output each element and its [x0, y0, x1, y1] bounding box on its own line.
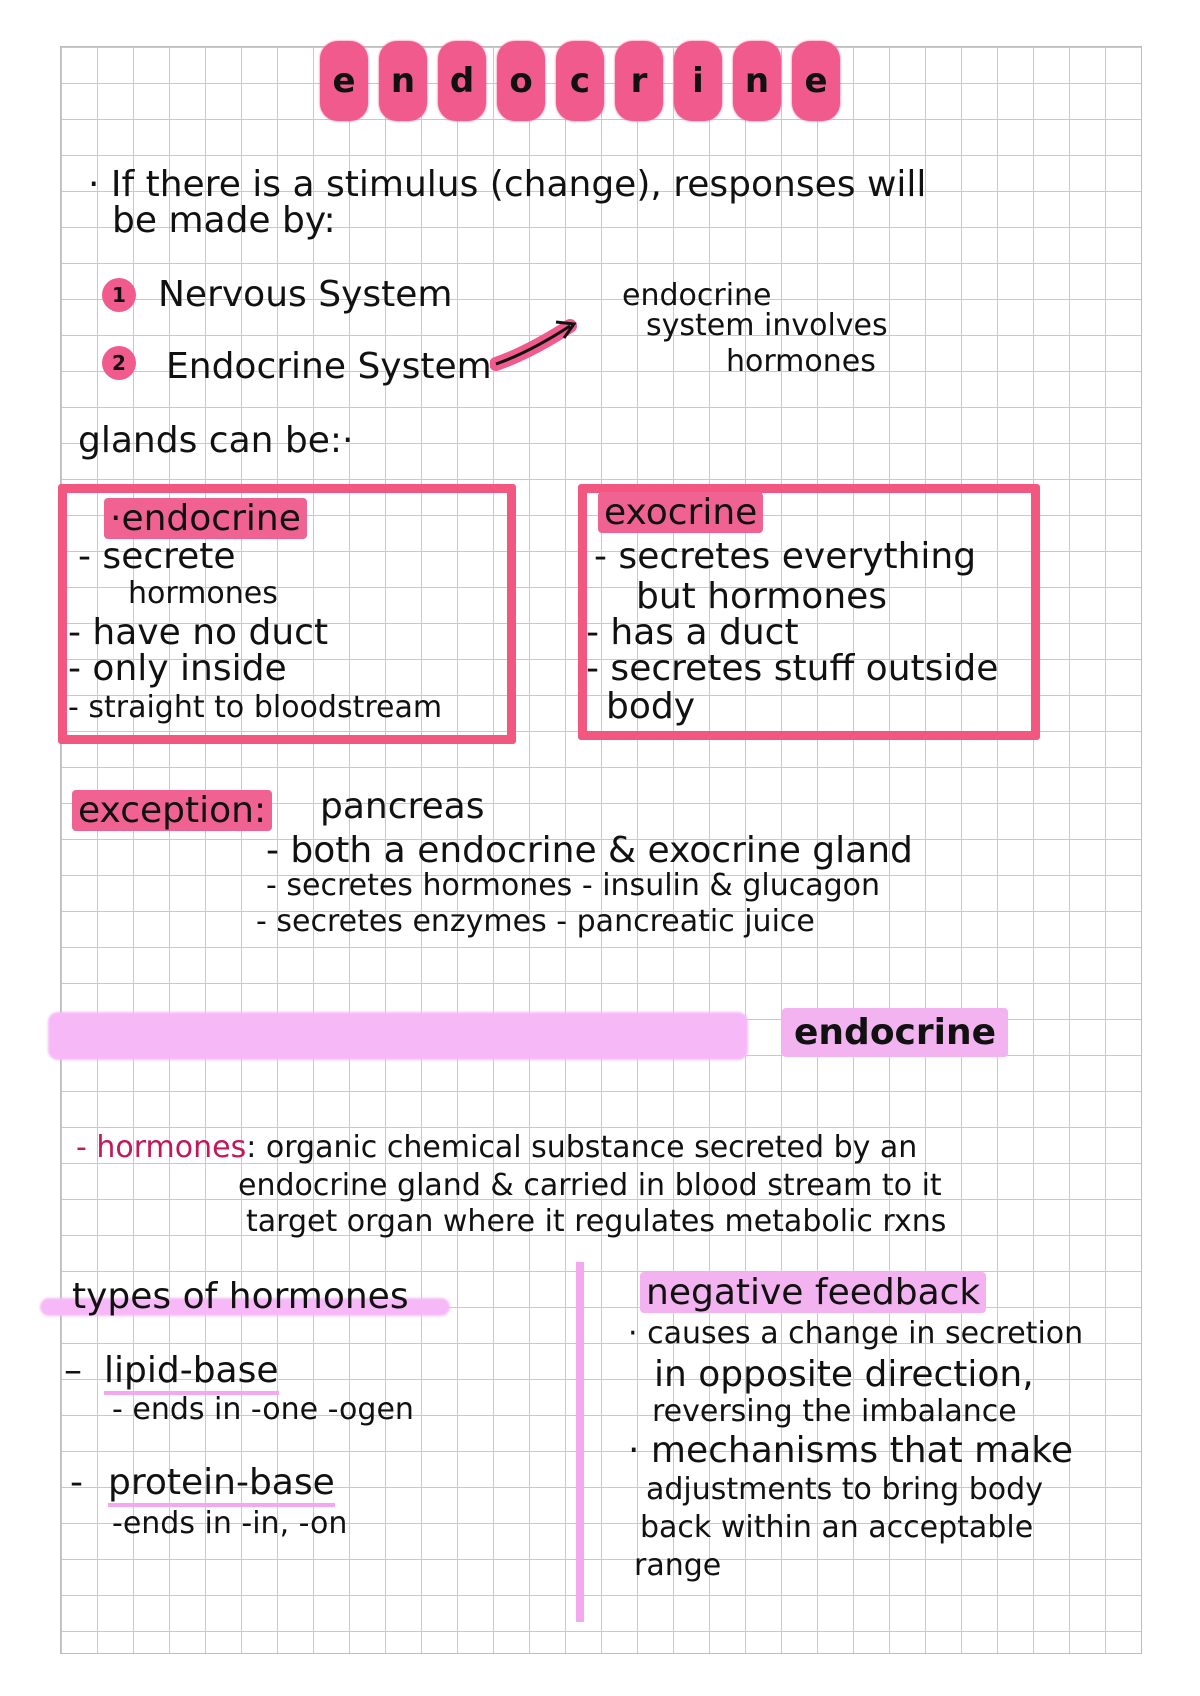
number-1-icon: 1	[102, 278, 136, 312]
feedback-line: back within an acceptable	[640, 1510, 1034, 1545]
feedback-line: reversing the imbalance	[652, 1394, 1017, 1429]
intro-line-1: · If there is a stimulus (change), responses will	[88, 164, 927, 205]
exception-line: - secretes enzymes - pancreatic juice	[256, 904, 815, 939]
endocrine-box-heading	[104, 498, 307, 539]
hormones-def-line-3: target organ where it regulates metabolic rxns	[246, 1204, 947, 1239]
side-note-line-2: system involves	[646, 308, 888, 343]
feedback-heading-wrap	[640, 1272, 986, 1313]
exocrine-line: body	[606, 686, 696, 727]
endocrine-line: hormones	[128, 576, 278, 611]
section-2-title-wrap	[782, 1012, 1008, 1053]
lipid-note: - ends in -one -ogen	[112, 1392, 414, 1427]
arrow-icon	[490, 312, 590, 372]
feedback-line: · causes a change in secretion	[628, 1316, 1084, 1351]
feedback-line: range	[634, 1548, 722, 1583]
endocrine-line: - have no duct	[68, 612, 329, 653]
protein-dash: -	[70, 1462, 83, 1503]
endocrine-line: - only inside	[68, 648, 287, 689]
title-letter: i	[674, 41, 722, 121]
exocrine-line: - secretes everything	[594, 536, 977, 577]
nervous-system-label: Nervous System	[158, 274, 453, 315]
protein-base-label: protein-base	[108, 1462, 335, 1507]
feedback-heading: negative feedback	[640, 1272, 986, 1313]
exocrine-line: - has a duct	[586, 612, 799, 653]
endocrine-line: - secrete	[78, 536, 236, 577]
section-divider	[48, 1012, 748, 1060]
protein-note: -ends in -in, -on	[112, 1506, 348, 1541]
section-2-title: endocrine	[782, 1008, 1008, 1057]
number-2-icon: 2	[102, 346, 136, 380]
exception-label: exception:	[72, 790, 272, 831]
page-title	[320, 36, 840, 126]
lipid-base-label: lipid-base	[104, 1350, 279, 1395]
endocrine-line: - straight to bloodstream	[68, 690, 443, 725]
exception-organ: pancreas	[320, 786, 485, 827]
side-note-line-1: endocrine	[622, 278, 772, 313]
title-letter: d	[438, 41, 486, 121]
feedback-line: · mechanisms that make	[628, 1430, 1074, 1471]
title-letter: e	[792, 41, 840, 121]
hormones-def-line-2: endocrine gland & carried in blood stream to it	[238, 1168, 942, 1203]
intro-line-2: be made by:	[112, 200, 336, 241]
exception-line: - secretes hormones - insulin & glucagon	[266, 868, 881, 903]
feedback-line: adjustments to bring body	[646, 1472, 1043, 1507]
exception-label-wrap	[72, 790, 272, 831]
side-note-line-3: hormones	[726, 344, 876, 379]
types-heading: types of hormones	[72, 1276, 409, 1317]
title-letter: r	[615, 41, 663, 121]
title-letter: o	[497, 41, 545, 121]
exocrine-line: but hormones	[636, 576, 888, 617]
column-divider	[576, 1262, 584, 1622]
feedback-line: in opposite direction,	[654, 1354, 1034, 1395]
hormones-def-line-1: : organic chemical substance secreted by an	[246, 1130, 918, 1165]
hormones-def-row	[76, 1130, 917, 1165]
exocrine-line: - secretes stuff outside	[586, 648, 999, 689]
lipid-dash: –	[64, 1350, 82, 1391]
endocrine-system-label: Endocrine System	[166, 346, 492, 387]
title-letter: c	[556, 41, 604, 121]
glands-label: glands can be:·	[78, 420, 354, 461]
title-letter: e	[320, 41, 368, 121]
exocrine-heading-text: exocrine	[598, 492, 763, 533]
title-letter: n	[733, 41, 781, 121]
exception-line: - both a endocrine & exocrine gland	[266, 830, 913, 871]
title-letter: n	[379, 41, 427, 121]
hormones-term: - hormones	[76, 1130, 247, 1165]
exocrine-box-heading	[598, 492, 763, 533]
endocrine-heading-text: ·endocrine	[104, 498, 307, 539]
